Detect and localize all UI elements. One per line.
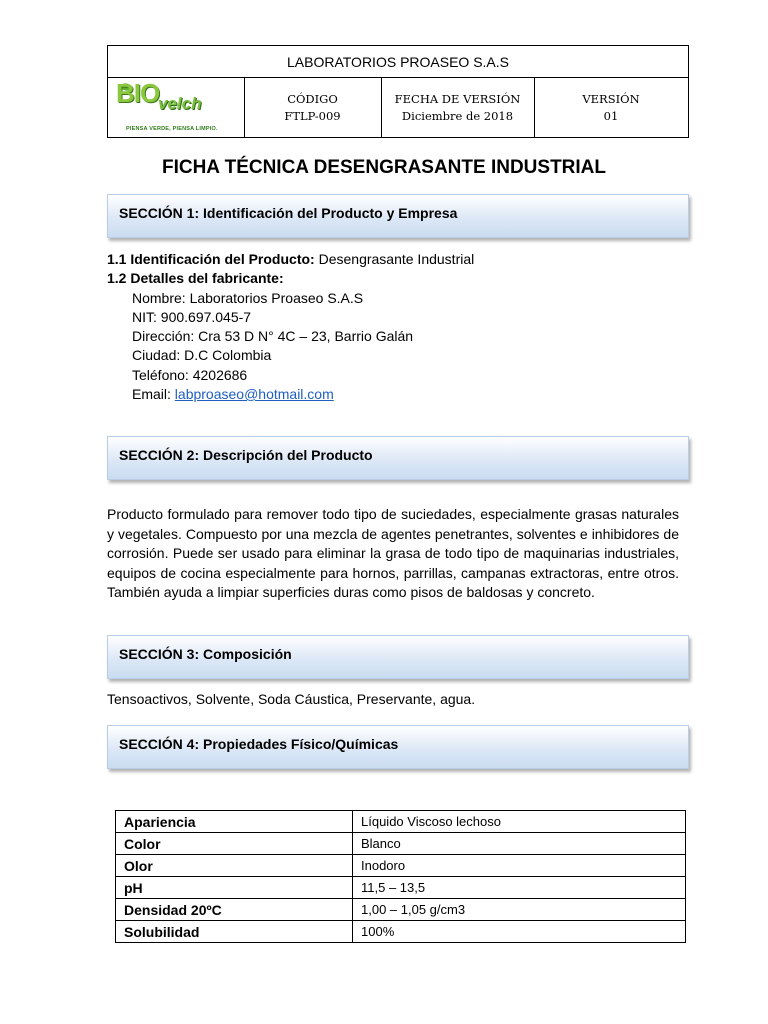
section-1-heading: SECCIÓN 1: Identificación del Producto y Empresa <box>119 205 458 221</box>
property-name: Apariencia <box>116 811 353 833</box>
section-2-heading-box <box>107 436 689 480</box>
composition-text: Tensoactivos, Solvente, Soda Cáustica, Preservante, agua. <box>107 691 476 707</box>
table-row <box>116 833 686 855</box>
code-label: CÓDIGO <box>287 91 338 106</box>
table-row <box>116 855 686 877</box>
property-name: Color <box>116 833 353 855</box>
property-name: Solubilidad <box>116 921 353 943</box>
product-identification: 1.1 Identificación del Producto: Desengrasante Industrial <box>107 251 475 267</box>
property-value: Líquido Viscoso lechoso <box>353 811 686 833</box>
property-value: 100% <box>353 921 686 943</box>
property-value: Inodoro <box>353 855 686 877</box>
version-date-value: Diciembre de 2018 <box>401 108 514 123</box>
manufacturer-nit: NIT: 900.697.045-7 <box>132 309 252 325</box>
manufacturer-email: Email: labproaseo@hotmail.com <box>132 386 334 402</box>
version-date-label: FECHA DE VERSIÓN <box>394 91 521 106</box>
section-3-heading-box <box>107 635 689 679</box>
table-row <box>116 899 686 921</box>
company-name: LABORATORIOS PROASEO S.A.S <box>108 46 688 78</box>
company-logo: BIO velch PIENSA VERDE, PIENSA LIMPIO. <box>116 77 218 132</box>
property-value: 11,5 – 13,5 <box>353 877 686 899</box>
code-value: FTLP-009 <box>284 108 341 123</box>
section-4-heading: SECCIÓN 4: Propiedades Físico/Químicas <box>119 736 399 752</box>
code-cell <box>244 77 382 138</box>
logo-cell <box>108 77 245 138</box>
manufacturer-name: Nombre: Laboratorios Proaseo S.A.S <box>132 290 364 306</box>
section-4-heading-box <box>107 725 689 769</box>
manufacturer-city: Ciudad: D.C Colombia <box>132 347 272 363</box>
property-name: Densidad 20ºC <box>116 899 353 921</box>
property-value: 1,00 – 1,05 g/cm3 <box>353 899 686 921</box>
section-1-heading-box <box>107 194 689 238</box>
property-name: pH <box>116 877 353 899</box>
version-label: VERSIÓN <box>582 91 640 106</box>
manufacturer-phone: Teléfono: 4202686 <box>132 367 248 383</box>
version-date-cell <box>381 77 535 138</box>
version-cell <box>534 77 688 138</box>
version-value: 01 <box>603 108 619 123</box>
document-title: FICHA TÉCNICA DESENGRASANTE INDUSTRIAL <box>161 157 607 178</box>
table-row <box>116 877 686 899</box>
section-2-heading: SECCIÓN 2: Descripción del Producto <box>119 447 373 463</box>
document-header <box>107 45 689 138</box>
table-row <box>116 811 686 833</box>
properties-table <box>115 810 686 943</box>
product-description: Producto formulado para remover todo tipo de suciedades, especialmente grasas naturales y vegetales. Compuesto por una mezcla de agentes penetrantes, solventes e inhibidores de corrosión. Puede ser usado para eliminar la grasa de todo tipo de maquinarias industriales, equipos de cocina especialmente para hornos, parrillas, campanas extractoras, entre otros. También ayuda a limpiar superficies duras como pisos de baldosas y concreto. <box>107 506 679 600</box>
manufacturer-address: Dirección: Cra 53 D N° 4C – 23, Barrio Galán <box>132 328 414 344</box>
table-row <box>116 921 686 943</box>
property-name: Olor <box>116 855 353 877</box>
email-link[interactable]: labproaseo@hotmail.com <box>174 386 334 402</box>
property-value: Blanco <box>353 833 686 855</box>
section-3-heading: SECCIÓN 3: Composición <box>119 646 292 662</box>
manufacturer-details-label: 1.2 Detalles del fabricante: <box>107 270 284 286</box>
